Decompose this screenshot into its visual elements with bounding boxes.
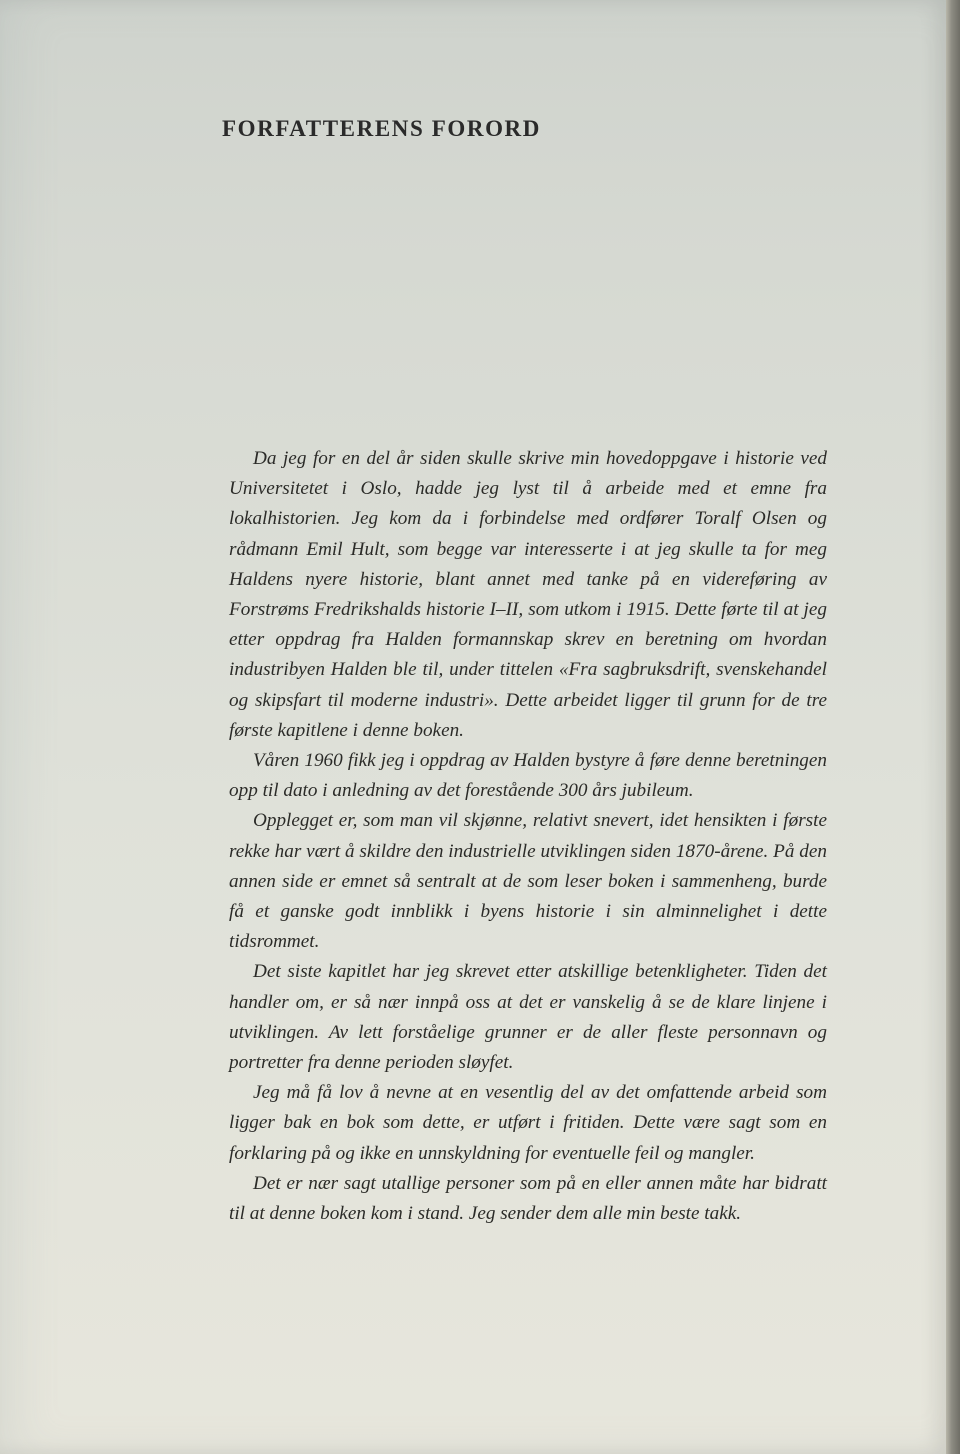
paragraph-6: Det er nær sagt utallige personer som på en eller annen måte har bidratt til at denne boken kom i stand. Jeg sender dem alle min beste takk. [229,1172,827,1225]
preface-text [229,444,827,1229]
page-edge [946,0,960,1454]
paragraph-2: Våren 1960 fikk jeg i oppdrag av Halden bystyre å føre denne beretningen opp til dato i anledning av det forestående 300 års jubileum. [229,750,827,802]
paragraph-3: Opplegget er, som man vil skjønne, relativt snevert, idet hensikten i første rekke har vært å skildre den industrielle utviklingen siden 1870-årene. På den annen side er emnet så sentralt at de som leser boken i sammenheng, burde få et ganske godt innblikk i byens historie i sin alminnelighet i dette tidsrommet. [229,810,827,953]
paragraph-4: Det siste kapitlet har jeg skrevet etter atskillige betenkligheter. Tiden det handler om, er så nær innpå oss at det er vanskelig å se de klare linjene i utviklingen. Av lett forståelige grunner er de aller fleste personnavn og portretter fra denne perioden sløyfet. [229,961,827,1074]
paragraph-1: Da jeg for en del år siden skulle skrive min hovedoppgave i historie ved Universitetet i Oslo, hadde jeg lyst til å arbeide med et emne fra lokalhistorien. Jeg kom da i forbindelse med ordfører Toralf Olsen og rådmann Emil Hult, som begge var interesserte i at jeg skulle ta for meg Haldens nyere historie, blant annet med tanke på en videreføring av Forstrøms Fredrikshalds historie I–II, som utkom i 1915. Dette førte til at jeg etter oppdrag fra Halden formannskap skrev en beretning om hvordan industribyen Halden ble til, under tittelen «Fra sagbruksdrift, svenskehandel og skipsfart til moderne industri». Dette arbeidet ligger til grunn for de tre første kapitlene i denne boken. [229,448,827,741]
page-heading: FORFATTERENS FORORD [222,116,541,141]
paragraph-5: Jeg må få lov å nevne at en vesentlig del av det omfattende arbeid som ligger bak en bok som dette, er utført i fritiden. Dette være sagt som en forklaring på og ikke en unnskyldning for eventuelle feil og mangler. [229,1082,827,1164]
